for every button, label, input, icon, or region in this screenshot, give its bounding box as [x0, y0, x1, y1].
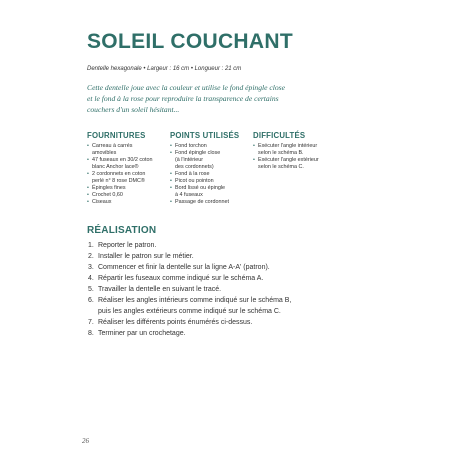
list-item [87, 171, 169, 185]
page-title: SOLEIL COUCHANT [87, 30, 293, 53]
step-text [98, 328, 186, 339]
points-heading: POINTS UTILISÉS [170, 131, 240, 140]
list-item [87, 199, 169, 206]
dimensions-subtitle: Dentelle hexagonale • Largeur : 16 cm • Longueur : 21 cm [87, 66, 242, 72]
step-text-line: Reporter le patron. [98, 242, 157, 249]
step-number: 3. [88, 264, 94, 271]
list-item [170, 150, 252, 171]
step-text [98, 240, 156, 251]
list-item-line: des cordonnets) [175, 164, 214, 170]
step-text-line: Réaliser les différents points énumérés ci-dessus. [98, 319, 253, 326]
realisation-heading: RÉALISATION [87, 225, 157, 236]
list-item-line: • Épingles fines [92, 185, 126, 191]
list-item-line: • Ciseaux [92, 199, 112, 205]
list-item [170, 199, 252, 206]
step-text-line: Installer le patron sur le métier. [98, 253, 194, 260]
list-item-line: • Exécuter l'angle extérieur [258, 157, 319, 163]
step-number: 1. [88, 242, 94, 249]
points-section [170, 131, 252, 206]
intro-paragraph [87, 82, 317, 115]
list-item-line: (à l'intérieur [175, 157, 203, 163]
step-text-line: Commencer et finir la dentelle sur la ligne A-A' (patron). [98, 264, 270, 271]
list-item-line: • Picot ou pointon [175, 178, 214, 184]
fournitures-list [87, 143, 169, 206]
step-item [88, 240, 291, 251]
step-number: 5. [88, 286, 94, 293]
step-number: 8. [88, 330, 94, 337]
step-number: 4. [88, 275, 94, 282]
list-item-line: • Fond à la rose [175, 171, 210, 177]
list-item-line: • Bord lissé ou épingle [175, 185, 226, 191]
step-number: 2. [88, 253, 94, 260]
step-text [98, 295, 291, 317]
list-item-line: • Passage de cordonnet [175, 199, 229, 205]
list-item-line: • 47 fuseaux en 30/2 coton [92, 157, 153, 163]
step-text [98, 317, 252, 328]
step-item [88, 328, 291, 339]
list-item [253, 143, 343, 157]
step-text-line: Travailler la dentelle en suivant le tracé. [98, 286, 222, 293]
intro-line: et le fond à la rose pour reproduire la transparence de certains [87, 94, 279, 103]
list-item [170, 171, 252, 178]
list-item [170, 185, 252, 199]
list-item-line: • Exécuter l'angle intérieur [258, 143, 318, 149]
step-text [98, 251, 194, 262]
step-text-line: Réaliser les angles intérieurs comme indiqué sur le schéma B, [98, 297, 292, 304]
list-item-line: perlé n° 8 rose DMC® [92, 178, 145, 184]
list-item [87, 143, 169, 157]
list-item [87, 192, 169, 199]
list-item-line: • Crochet 0,60 [92, 192, 123, 198]
step-number: 7. [88, 319, 94, 326]
difficultes-list [253, 143, 343, 171]
step-text [98, 262, 270, 273]
list-item [170, 178, 252, 185]
difficultes-section [253, 131, 343, 171]
list-item-line: à 4 fuseaux [175, 192, 203, 198]
points-list [170, 143, 252, 206]
list-item-line: • Fond épingle close [175, 150, 221, 156]
fournitures-heading: FOURNITURES [87, 131, 146, 140]
intro-line: couchers d'un soleil hésitant... [87, 105, 180, 114]
intro-line: Cette dentelle joue avec la couleur et utilise le fond épingle close [87, 83, 286, 92]
step-item [88, 317, 291, 328]
list-item-line: • Fond torchon [175, 143, 207, 149]
list-item [87, 185, 169, 192]
list-item-line: blanc Anchor lace® [92, 164, 139, 170]
realisation-steps [88, 240, 291, 339]
list-item [170, 143, 252, 150]
step-item [88, 295, 291, 317]
step-item [88, 284, 291, 295]
step-text-line: Répartir les fuseaux comme indiqué sur le schéma A. [98, 275, 264, 282]
list-item [87, 157, 169, 171]
list-item-line: amovibles [92, 150, 117, 156]
list-item-line: • 2 cordonnets en coton [92, 171, 146, 177]
list-item-line: selon le schéma C. [258, 164, 304, 170]
difficultes-heading: DIFFICULTÉS [253, 131, 306, 140]
step-number: 6. [88, 297, 94, 304]
fournitures-section [87, 131, 169, 206]
list-item [253, 157, 343, 171]
step-text-line: puis les angles extérieurs comme indiqué sur le schéma C. [98, 308, 281, 315]
step-text [98, 273, 263, 284]
step-text-line: Terminer par un crochetage. [98, 330, 186, 337]
step-item [88, 273, 291, 284]
step-item [88, 262, 291, 273]
step-item [88, 251, 291, 262]
list-item-line: selon le schéma B. [258, 150, 304, 156]
page-number: 26 [82, 437, 89, 445]
list-item-line: • Carreau à carrés [92, 143, 133, 149]
step-text [98, 284, 221, 295]
